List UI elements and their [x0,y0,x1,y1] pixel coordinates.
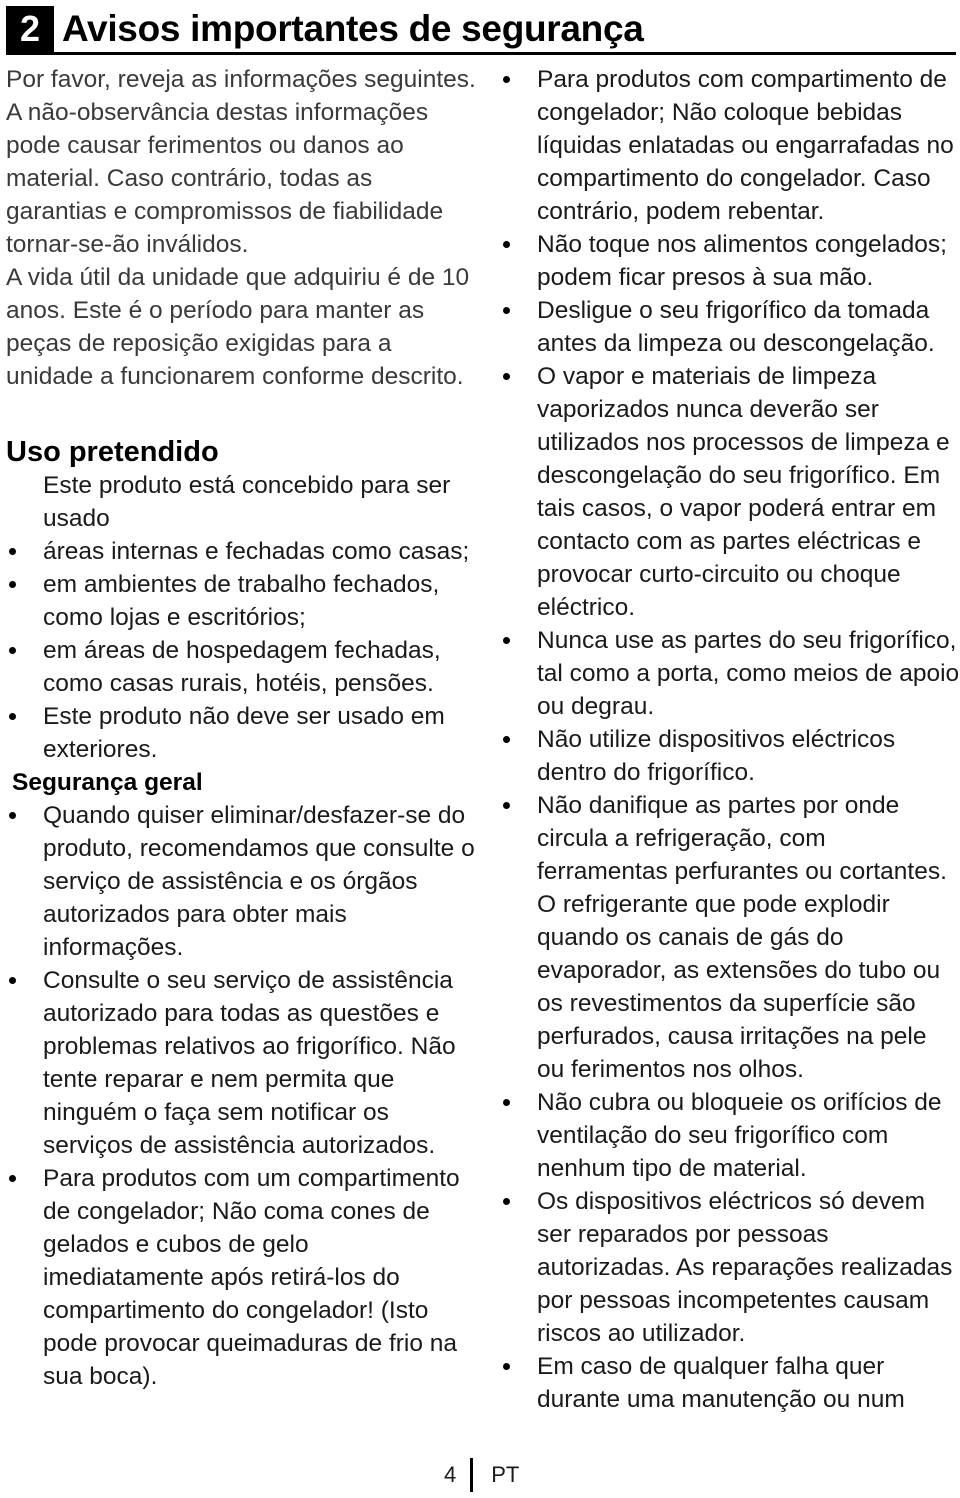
list-item: Em caso de qualquer falha quer durante uma manutenção ou num [500,1350,960,1416]
intended-use-lead: Este produto está concebido para ser usado [43,472,451,532]
intended-use-heading: Uso pretendido [6,436,219,468]
section-number: 2 [6,6,54,52]
list-item: Para produtos com compartimento de congelador; Não coloque bebidas líquidas enlatadas ou engarrafadas no compartimento do congelador. Caso contrário, podem rebentar. [500,63,960,228]
list-item: Consulte o seu serviço de assistência autorizado para todas as questões e problemas relativos ao frigorífico. Não tente reparar e nem permita que ninguém o faça sem notificar os serviços de assistência autorizados. [6,964,476,1162]
page-number: 4 [444,1462,457,1487]
page-footer [444,1458,519,1492]
list-item: Para produtos com um compartimento de congelador; Não coma cones de gelados e cubos de gelo imediatamente após retirá-los do compartimento do congelador! (Isto pode provocar queimaduras de frio na sua boca). [6,1162,476,1393]
list-item: Não utilize dispositivos eléctricos dentro do frigorífico. [500,723,960,789]
list-item: em ambientes de trabalho fechados, como lojas e escritórios; [6,568,476,634]
safety-list-continued [500,63,960,1416]
intro-text [6,63,476,393]
general-safety-heading: Segurança geral [12,769,203,796]
page-header [6,6,956,55]
general-safety-list [6,799,476,1393]
list-item: Não danifique as partes por onde circula a refrigeração, com ferramentas perfurantes ou cortantes. O refrigerante que pode explodir quando os canais de gás do evaporador, as extensões do tubo ou os revestimentos da superfície são perfurados, causa irritações na pele ou ferimentos nos olhos. [500,789,960,1086]
list-item: Quando quiser eliminar/desfazer-se do produto, recomendamos que consulte o serviço de assistência e os órgãos autorizados para obter mais informações. [6,799,476,964]
list-item: áreas internas e fechadas como casas; [6,535,476,568]
list-item: Não cubra ou bloqueie os orifícios de ventilação do seu frigorífico com nenhum tipo de material. [500,1086,960,1185]
section-title: Avisos importantes de segurança [62,8,644,49]
intended-use-list [6,535,476,766]
list-item: Desligue o seu frigorífico da tomada antes da limpeza ou descongelação. [500,294,960,360]
language-code: PT [491,1462,520,1487]
footer-divider [470,1458,473,1492]
list-item: Nunca use as partes do seu frigorífico, tal como a porta, como meios de apoio ou degrau. [500,624,960,723]
intro-paragraph: Por favor, reveja as informações seguintes. A não-observância destas informações pode causar ferimentos ou danos ao material. Caso contrário, todas as garantias e compromissos de fiabilidade tornar-se-ão inválidos. [6,66,476,258]
list-item: Não toque nos alimentos congelados; podem ficar presos à sua mão. [500,228,960,294]
right-column [500,63,960,1416]
intro-paragraph: A vida útil da unidade que adquiriu é de 10 anos. Este é o período para manter as peças de reposição exigidas para a unidade a funcionarem conforme descrito. [6,264,470,390]
list-item: em áreas de hospedagem fechadas, como casas rurais, hotéis, pensões. [6,634,476,700]
left-column [6,63,476,1393]
list-item: Os dispositivos eléctricos só devem ser reparados por pessoas autorizadas. As reparações realizadas por pessoas incompetentes causam riscos ao utilizador. [500,1185,960,1350]
list-item: O vapor e materiais de limpeza vaporizados nunca deverão ser utilizados nos processos de limpeza e descongelação do seu frigorífico. Em tais casos, o vapor poderá entrar em contacto com as partes eléctricas e provocar curto-circuito ou choque eléctrico. [500,360,960,624]
list-item: Este produto não deve ser usado em exteriores. [6,700,476,766]
